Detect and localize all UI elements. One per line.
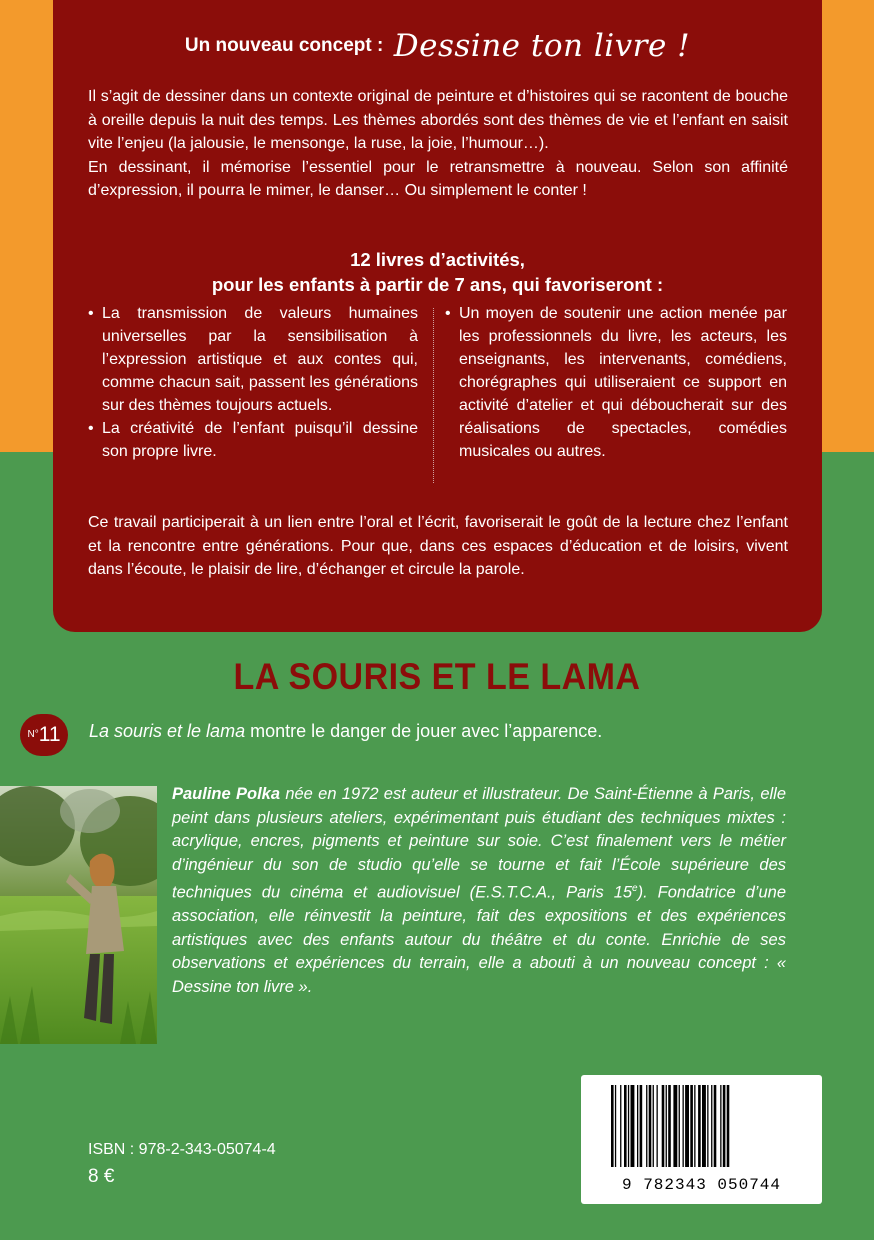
author-bio-text: ). Fondatrice d’une association, elle réinvestit la peinture, fait des expositions et des expériences artistiques avec des enfants autour du théâtre et du conte. Enrichie de ses observations et expériences du terrain, elle a abouti à un nouveau concept : « Dessine ton livre ». <box>172 883 786 996</box>
barcode-bar <box>723 1085 726 1167</box>
author-name: Pauline Polka <box>172 785 281 803</box>
barcode-bars <box>581 1083 822 1183</box>
benefit-item: • Un moyen de soutenir une action menée par les professionnels du livre, les acteurs, les enseignants, les intervenants, comédiens, chorégraphes qui utiliseraient ce support en activité d’atelier et qui déboucherait sur des réalisations de spectacles, comédies musicales ou autres. <box>445 302 787 463</box>
barcode-bar <box>720 1085 721 1167</box>
closing-paragraph: Ce travail participerait à un lien entre l’oral et l’écrit, favoriserait le goût de la lecture chez l’enfant et la rencontre entre générations. Pour que, dans ces espaces d’éducation et de loisirs, vivent dans l’écoute, le plaisir de lire, d’échanger et circule la parole. <box>88 514 788 578</box>
barcode-bar <box>631 1085 635 1167</box>
volume-number: 11 <box>38 723 61 746</box>
barcode-bar <box>694 1085 695 1167</box>
barcode-bar <box>683 1085 684 1167</box>
barcode-bar <box>668 1085 671 1167</box>
barcode-bar <box>711 1085 712 1167</box>
barcode-bar <box>615 1085 616 1167</box>
concept-lead: Un nouveau concept : <box>184 35 384 56</box>
barcode-bar <box>714 1085 717 1167</box>
volume-number-prefix: N° <box>27 729 39 740</box>
author-bio-text: née en 1972 est auteur et illustrateur. De Saint-Étienne à Paris, elle peint dans plusieurs ateliers, expérimentant puis étudiant des techniques mixtes : acrylique, encres, pigments et peinture sur soie. C’est finalement vers le métier d’ingénieur du son de studio qu’elle se tourne et fait l’École supérieure des techniques du cinéma et audiovisuel (E.S.T.C.A., Paris 15 <box>172 785 787 902</box>
barcode-bar <box>611 1085 614 1167</box>
author-bio-superscript: e <box>632 883 638 894</box>
book-title: LA SOURIS ET LE LAMA <box>233 656 641 697</box>
barcode-digits: 9 782343 050744 <box>621 1176 782 1194</box>
activities-heading <box>53 247 822 297</box>
column-divider <box>433 308 434 483</box>
barcode-bar <box>653 1085 654 1167</box>
barcode-bar <box>679 1085 680 1167</box>
benefits-left-column <box>88 302 418 463</box>
barcode-bar <box>640 1085 643 1167</box>
summary-title: La souris et le lama <box>89 721 246 741</box>
benefits-right-column <box>445 302 787 463</box>
concept-panel <box>53 0 822 632</box>
isbn: ISBN : 978-2-343-05074-4 <box>88 1141 276 1158</box>
barcode-bar <box>649 1085 652 1167</box>
volume-number-badge <box>20 714 68 756</box>
barcode-bar <box>690 1085 693 1167</box>
barcode-bar <box>698 1085 701 1167</box>
barcode-bar <box>628 1085 629 1167</box>
author-bio <box>172 783 786 999</box>
barcode-bar <box>624 1085 627 1167</box>
barcode-bar <box>685 1085 689 1167</box>
barcode <box>581 1075 822 1204</box>
activities-line: pour les enfants à partir de 7 ans, qui favoriseront : <box>211 274 664 295</box>
barcode-bar <box>637 1085 638 1167</box>
barcode-bar <box>707 1085 708 1167</box>
intro-paragraph: En dessinant, il mémorise l’essentiel pour le retransmettre à nouveau. Selon son affinité d’expression, il pourra le mimer, le danser… Ou simplement le conter ! <box>88 158 788 199</box>
barcode-bar <box>702 1085 706 1167</box>
author-photo <box>0 786 157 1044</box>
barcode-bar <box>727 1085 730 1167</box>
barcode-bar <box>662 1085 665 1167</box>
benefit-item: • La créativité de l’enfant puisqu’il dessine son propre livre. <box>88 417 418 463</box>
concept-heading <box>53 28 822 64</box>
intro-paragraph: Il s’agit de dessiner dans un contexte original de peinture et d’histoires qui se racontent de bouche à oreille depuis la nuit des temps. Les thèmes abordés sont des thèmes de vie et l’enfant en saisit vite l’enjeu (la jalousie, le mensonge, la ruse, la joie, l’humour…). <box>88 88 788 152</box>
barcode-bar <box>666 1085 667 1167</box>
barcode-bar <box>620 1085 621 1167</box>
activities-line: 12 livres d’activités, <box>350 249 525 270</box>
book-summary <box>89 721 602 742</box>
intro-text <box>88 85 788 203</box>
price: 8 € <box>88 1166 115 1187</box>
barcode-bar <box>646 1085 647 1167</box>
concept-title: Dessine ton livre ! <box>393 28 691 64</box>
author-photo-illustration <box>0 786 157 1044</box>
barcode-bar <box>673 1085 677 1167</box>
summary-text: montre le danger de jouer avec l’apparence. <box>245 721 603 741</box>
benefit-item: • La transmission de valeurs humaines universelles par la sensibilisation à l’expression artistique et aux contes qui, comme chacun sait, passent les générations sur des thèmes toujours actuels. <box>88 302 418 417</box>
barcode-bar <box>657 1085 658 1167</box>
